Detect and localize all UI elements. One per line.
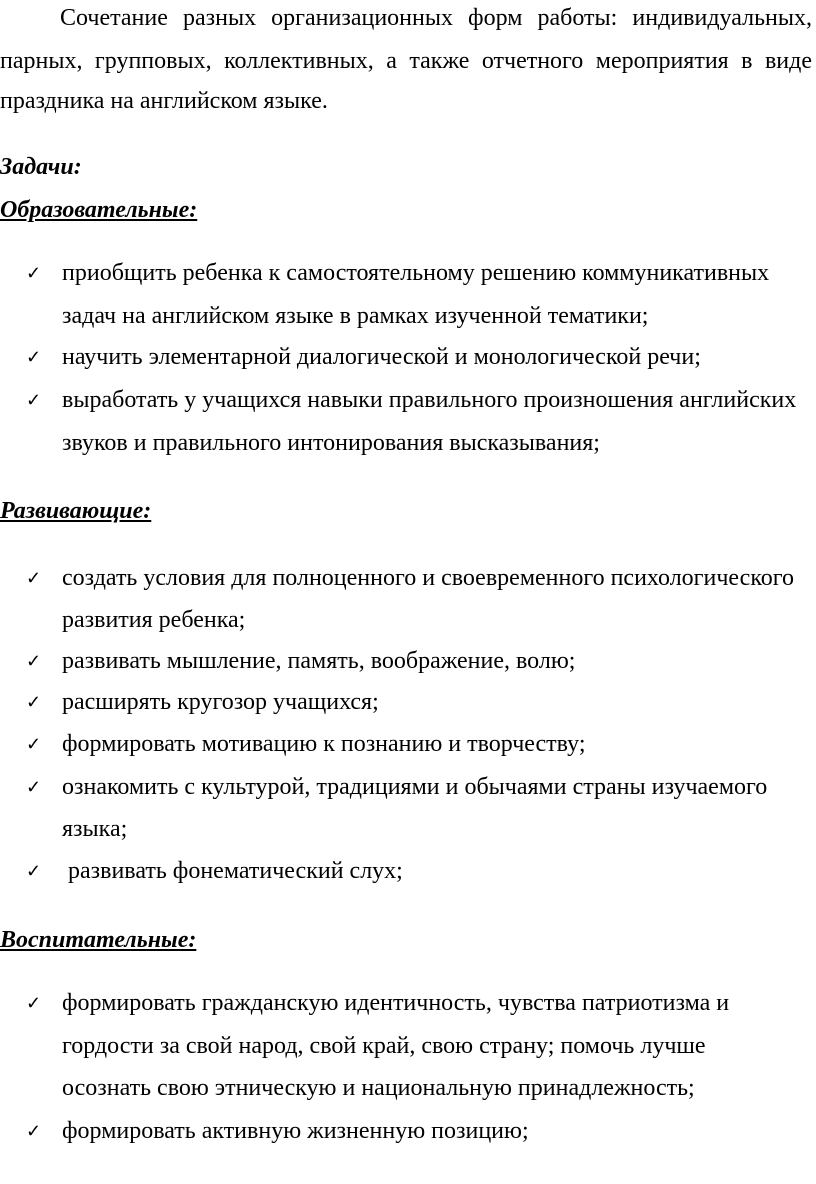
section-heading-developing: Развивающие: [0, 498, 152, 524]
list-item: развивать мышление, память, воображение, волю; [62, 648, 576, 674]
check-mark-icon: ✓ [26, 1121, 42, 1141]
list-item: выработать у учащихся навыки правильного произношения английских [62, 387, 797, 413]
check-mark-icon: ✓ [26, 861, 42, 881]
list-item-cont: языка; [62, 816, 128, 842]
check-mark-icon: ✓ [26, 568, 42, 588]
intro-line: Сочетание разных организационных форм работы: индивидуальных, [60, 5, 812, 31]
section-heading-upbringing: Воспитательные: [0, 927, 197, 953]
check-mark-icon: ✓ [26, 993, 42, 1013]
list-item-cont: задач на английском языке в рамках изученной тематики; [62, 303, 649, 329]
intro-line: парных, групповых, коллективных, а также отчетного мероприятия в виде [0, 48, 812, 74]
list-item-cont: звуков и правильного интонирования высказывания; [62, 430, 600, 456]
list-item-cont: развития ребенка; [62, 607, 246, 633]
list-item: формировать гражданскую идентичность, чувства патриотизма и [62, 990, 730, 1016]
check-mark-icon: ✓ [26, 692, 42, 712]
list-item: формировать активную жизненную позицию; [62, 1118, 529, 1144]
check-mark-icon: ✓ [26, 347, 42, 367]
check-mark-icon: ✓ [26, 734, 42, 754]
list-item: ознакомить с культурой, традициями и обычаями страны изучаемого [62, 774, 768, 800]
list-item: научить элементарной диалогической и монологической речи; [62, 344, 701, 370]
list-item: расширять кругозор учащихся; [62, 689, 379, 715]
check-mark-icon: ✓ [26, 390, 42, 410]
list-item: формировать мотивацию к познанию и творчеству; [62, 731, 586, 757]
tasks-heading: Задачи: [0, 154, 82, 180]
list-item: создать условия для полноценного и своевременного психологического [62, 565, 795, 591]
check-mark-icon: ✓ [26, 777, 42, 797]
list-item-cont: гордости за свой народ, свой край, свою страну; помочь лучше [62, 1033, 706, 1059]
check-mark-icon: ✓ [26, 263, 42, 283]
list-item-cont: осознать свою этническую и национальную принадлежность; [62, 1075, 695, 1101]
list-item: приобщить ребенка к самостоятельному решению коммуникативных [62, 260, 770, 286]
intro-line: праздника на английском языке. [0, 88, 328, 114]
list-item: развивать фонематический слух; [62, 858, 403, 884]
check-mark-icon: ✓ [26, 651, 42, 671]
section-heading-educational: Образовательные: [0, 197, 198, 223]
